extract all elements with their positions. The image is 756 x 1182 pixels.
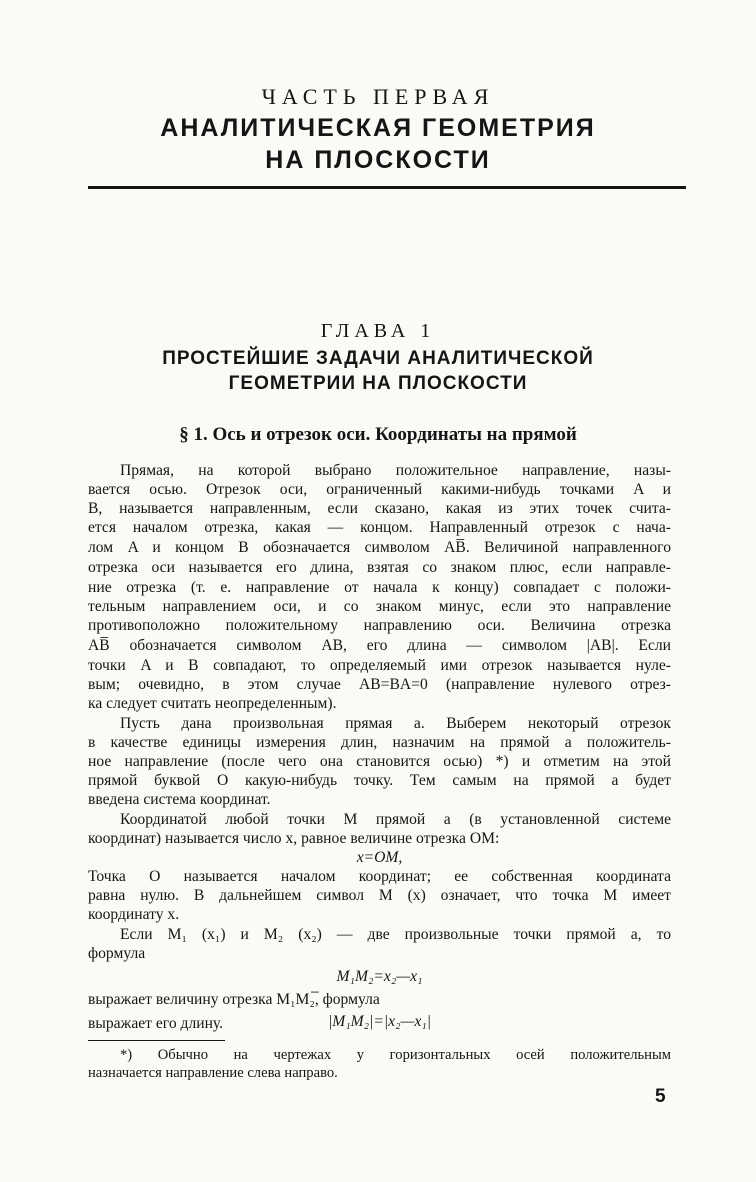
part-label: ЧАСТЬ ПЕРВАЯ (261, 84, 495, 109)
body-line: ние отрезка (т. е. направление от начала к концу) совпадает с положи- (88, 579, 671, 596)
body-line: формула (88, 945, 146, 962)
part-title-line-1: АНАЛИТИЧЕСКАЯ ГЕОМЕТРИЯ (160, 114, 596, 142)
footnote-rule (88, 1040, 225, 1041)
body-line: точки A и B совпадают, то определяемый ими отрезок называется нуле- (88, 657, 671, 674)
formula-segment-length: |M₁M₂|=|x₂—x₁| (327, 1013, 432, 1030)
body-line: AB̅ обозначается символом AB, его длина — символом |AB|. Если (88, 637, 671, 654)
body-line: ное направление (после чего она становится осью) *) и отметим на этой (88, 753, 671, 770)
body-line: равна нулю. В дальнейшем символ M (x) означает, что точка M имеет (88, 887, 671, 904)
part-divider-rule (88, 186, 686, 189)
body-line: лом A и концом B обозначается символом AB̅. Величиной направленного (88, 539, 671, 556)
chapter-label: ГЛАВА 1 (320, 320, 436, 342)
body-line: Прямая, на которой выбрано положительное направление, назы- (120, 462, 671, 479)
chapter-title-line-1: ПРОСТЕЙШИЕ ЗАДАЧИ АНАЛИТИЧЕСКОЙ (162, 348, 594, 369)
body-line: выражает величину отрезка M₁M₂̅, формула (88, 991, 380, 1008)
body-line: вым; очевидно, в этом случае AB=BA=0 (направление нулевого отрез- (88, 676, 671, 693)
body-line: в качестве единицы измерения длин, назначим на прямой a положитель- (88, 734, 671, 751)
body-line: выражает его длину. (88, 1015, 224, 1032)
body-line: тельным направлением оси, и со знаком минус, если это направление (88, 598, 671, 615)
formula-x-om: x=OM, (356, 849, 403, 866)
body-line: прямой буквой O какую-нибудь точку. Тем самым на прямой a будет (88, 772, 671, 789)
body-line: координат) называется число x, равное величине отрезка OM: (88, 830, 500, 847)
part-title-line-2: НА ПЛОСКОСТИ (265, 146, 491, 174)
body-line: вается осью. Отрезок оси, ограниченный какими-нибудь точками A и (88, 481, 671, 498)
body-line: Пусть дана произвольная прямая a. Выберем некоторый отрезок (120, 715, 671, 732)
footnote-line-1: *) Обычно на чертежах у горизонтальных осей положительным (120, 1047, 671, 1063)
page-number: 5 (655, 1086, 666, 1107)
body-line: отрезка оси называется его длина, взятая со знаком плюс, если направле- (88, 559, 671, 576)
body-line: ется началом отрезка, какая — концом. Направленный отрезок с нача- (88, 519, 671, 536)
body-line: ка следует считать неопределенным). (88, 695, 337, 712)
body-line: Координатой любой точки M прямой a (в установленной системе (120, 811, 671, 828)
body-line: B, называется направленным, если сказано, какая из этих точек счита- (88, 500, 671, 517)
body-line: введена система координат. (88, 791, 271, 808)
body-line: координату x. (88, 906, 180, 923)
footnote-line-2: назначается направление слева направо. (88, 1065, 338, 1081)
body-line: противоположно положительному направлению оси. Величина отрезка (88, 617, 671, 634)
formula-segment-value: M₁M₂=x₂—x₁ (336, 968, 423, 985)
section-heading: § 1. Ось и отрезок оси. Координаты на прямой (179, 424, 577, 445)
chapter-title-line-2: ГЕОМЕТРИИ НА ПЛОСКОСТИ (228, 373, 528, 394)
body-line: Если M₁ (x₁) и M₂ (x₂) — две произвольные точки прямой a, то (120, 926, 671, 943)
body-line: Точка O называется началом координат; ее собственная координата (88, 868, 671, 885)
